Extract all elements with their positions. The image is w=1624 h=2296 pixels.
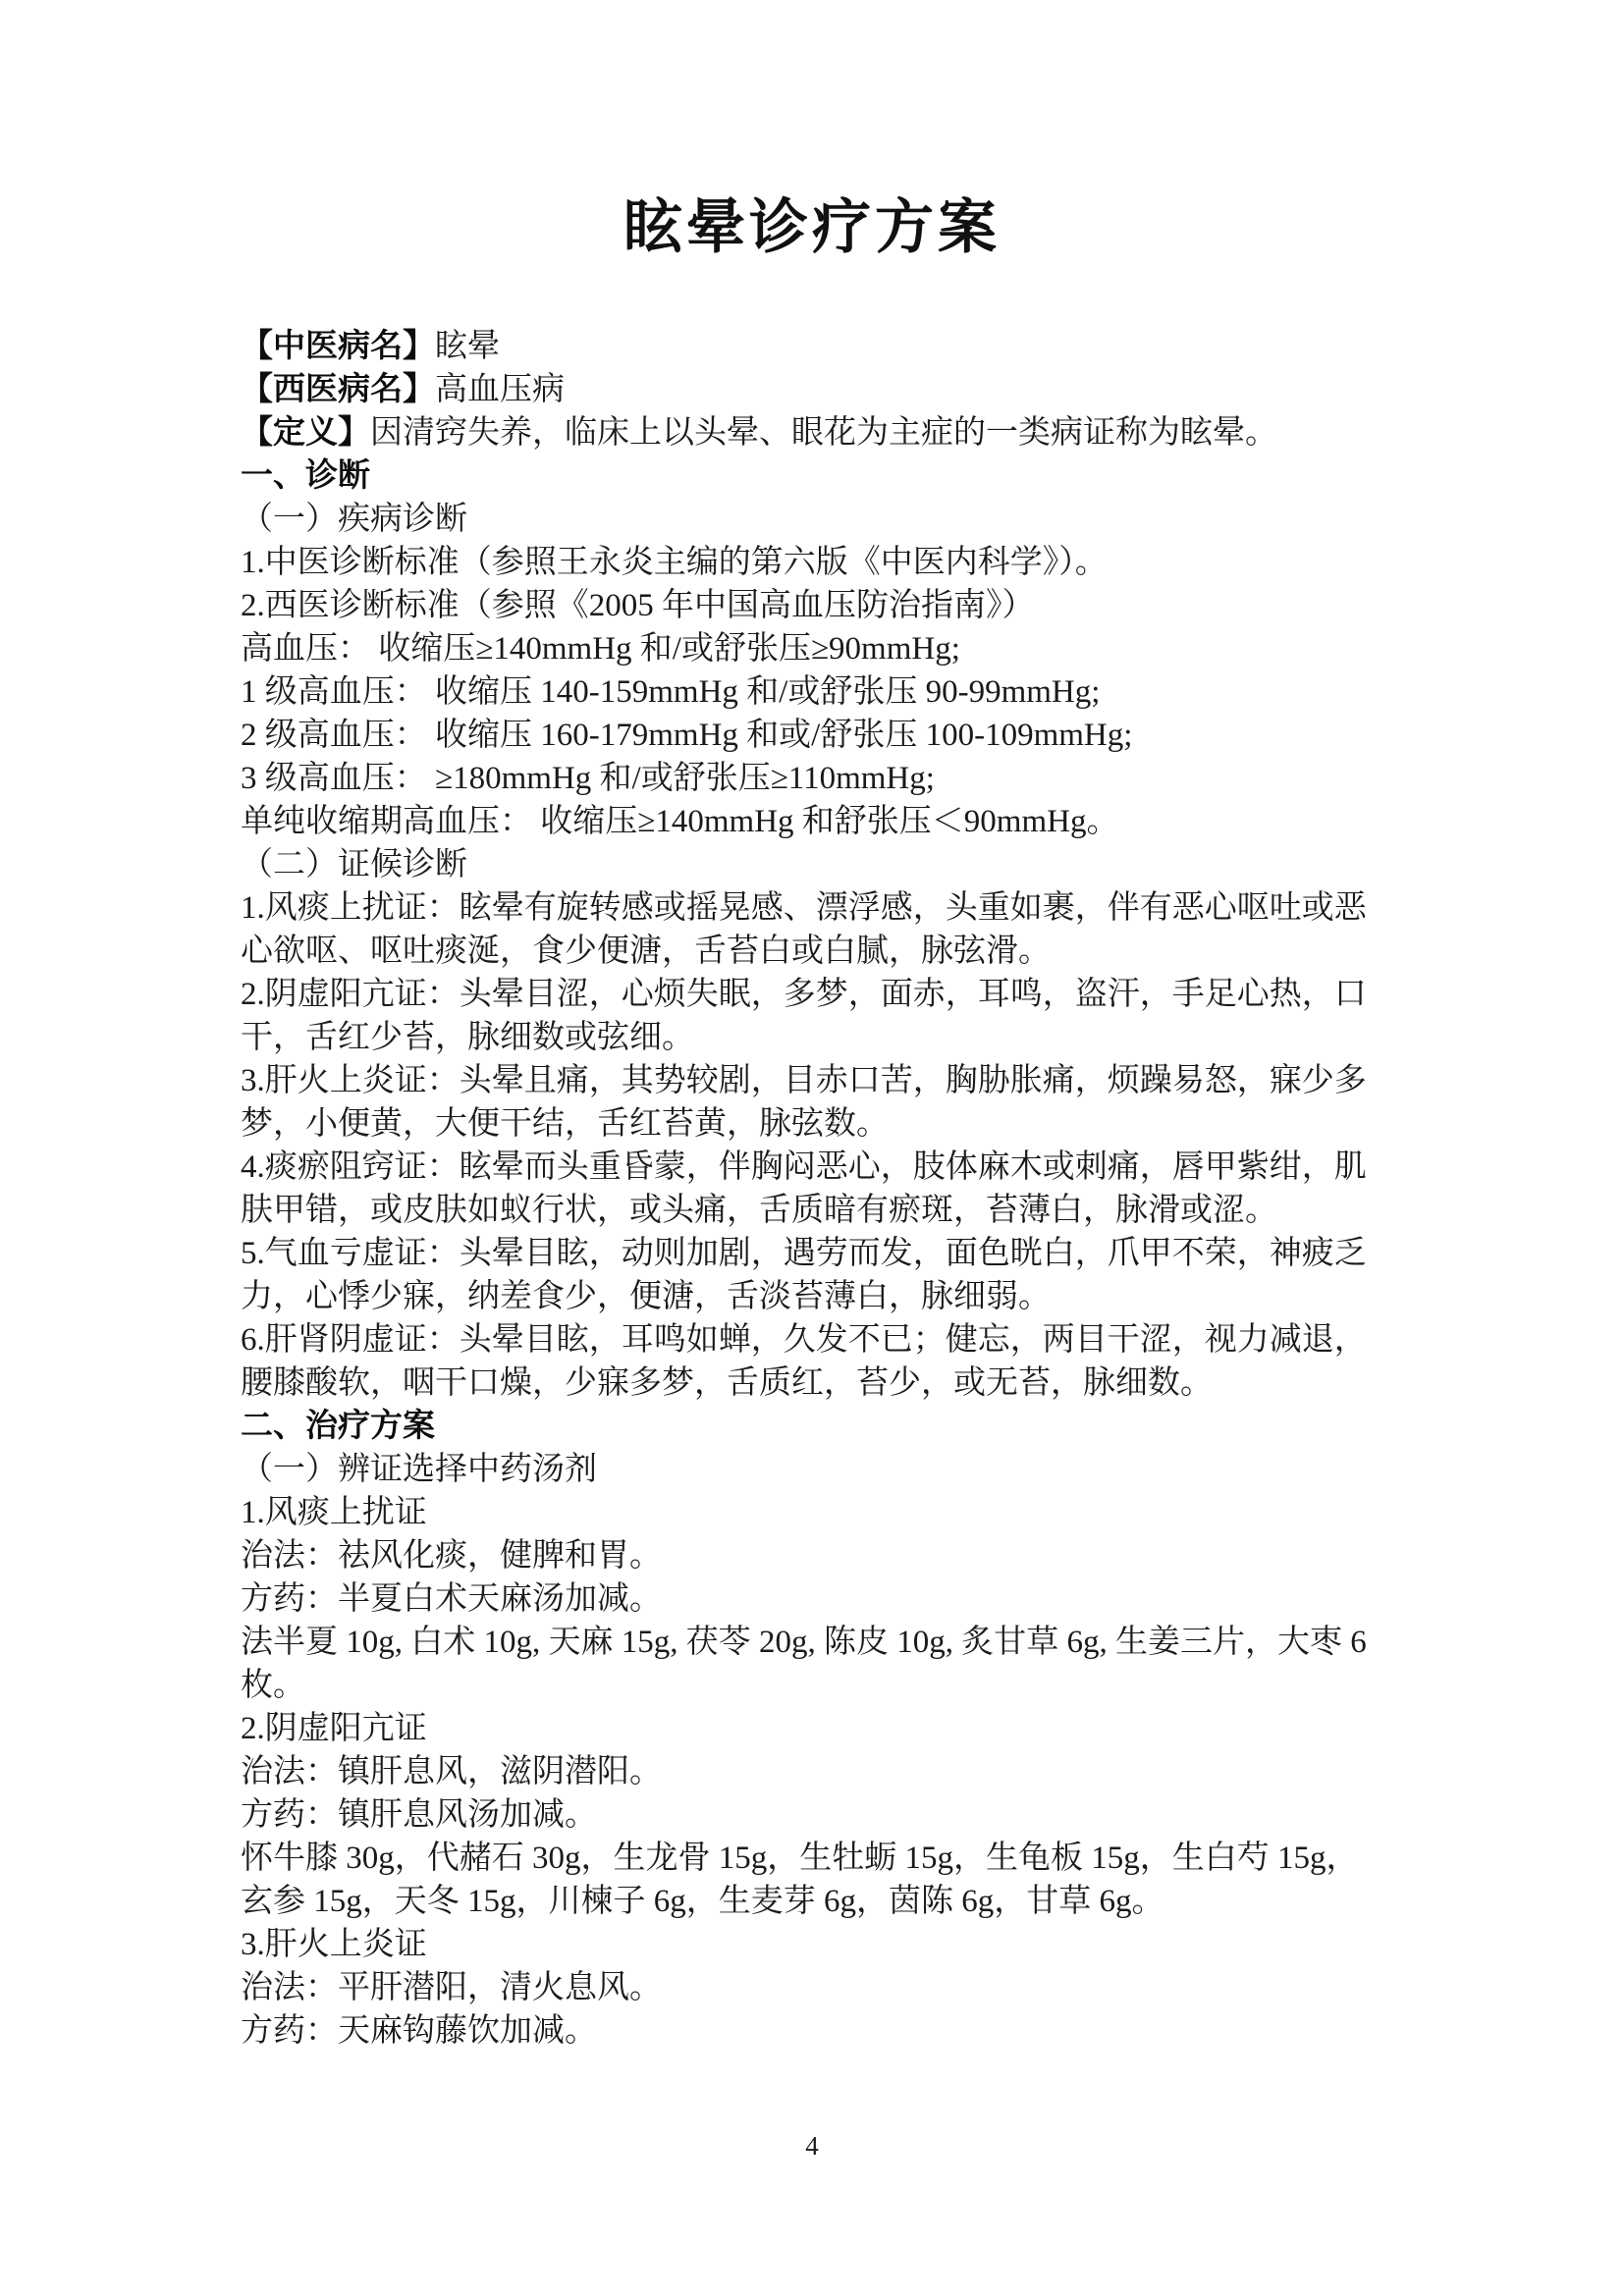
document-line bbox=[241, 714, 1448, 757]
document-line bbox=[241, 800, 1448, 843]
bold-label: 二、治疗方案 bbox=[241, 1409, 435, 1444]
document-line bbox=[241, 1621, 1448, 1664]
document-line bbox=[241, 1059, 1448, 1102]
line-text: 5.气血亏虚证：头晕目眩，动则加剧，遇劳而发，面色晄白，爪甲不荣，神疲乏 bbox=[241, 1236, 1367, 1271]
document-line bbox=[241, 1232, 1448, 1275]
document-line bbox=[241, 1146, 1448, 1189]
page-number: 4 bbox=[805, 2131, 819, 2161]
line-text: 单纯收缩期高血压： 收缩压≥140mmHg 和舒张压＜90mmHg。 bbox=[241, 804, 1119, 839]
document-line bbox=[241, 2009, 1448, 2053]
line-text: 高血压： 收缩压≥140mmHg 和/或舒张压≥90mmHg; bbox=[241, 631, 960, 667]
line-text: （二）证候诊断 bbox=[241, 847, 467, 882]
line-text: 玄参 15g，天冬 15g，川楝子 6g，生麦芽 6g，茵陈 6g，甘草 6g。 bbox=[241, 1884, 1164, 1919]
document-line bbox=[241, 757, 1448, 800]
document-line bbox=[241, 973, 1448, 1016]
line-text: 眩晕 bbox=[435, 329, 500, 364]
line-text: 法半夏 10g, 白术 10g, 天麻 15g, 茯苓 20g, 陈皮 10g, 炙甘草 6g, 生姜三片，大枣 6 bbox=[241, 1625, 1367, 1660]
line-text: 怀牛膝 30g，代赭石 30g，生龙骨 15g，生牡蛎 15g，生龟板 15g，生白芍 15g， bbox=[241, 1841, 1359, 1876]
document-line bbox=[241, 1793, 1448, 1837]
bold-label: 【中医病名】 bbox=[241, 329, 435, 364]
document-line bbox=[241, 1448, 1448, 1491]
document-line bbox=[241, 1966, 1448, 2009]
line-text: 2.阴虚阳亢证：头晕目涩，心烦失眠，多梦，面赤，耳鸣，盗汗，手足心热，口 bbox=[241, 977, 1367, 1012]
line-text: 心欲呕、呕吐痰涎，食少便溏，舌苔白或白腻，脉弦滑。 bbox=[241, 934, 1051, 969]
document-line bbox=[241, 1750, 1448, 1793]
line-text: 高血压病 bbox=[435, 372, 565, 407]
document-line bbox=[241, 325, 1448, 368]
line-text: 因清窍失养，临床上以头晕、眼花为主症的一类病证称为眩晕。 bbox=[370, 415, 1277, 451]
document-line bbox=[241, 1016, 1448, 1059]
document-line bbox=[241, 1318, 1448, 1362]
document-line bbox=[241, 670, 1448, 714]
line-text: 肤甲错，或皮肤如蚁行状，或头痛，舌质暗有瘀斑，苔薄白，脉滑或涩。 bbox=[241, 1193, 1277, 1228]
document-line bbox=[241, 1577, 1448, 1621]
line-text: 3.肝火上炎证 bbox=[241, 1927, 427, 1962]
line-text: 枚。 bbox=[241, 1668, 305, 1703]
line-text: 方药：镇肝息风汤加减。 bbox=[241, 1797, 597, 1833]
line-text: 方药：天麻钩藤饮加减。 bbox=[241, 2013, 597, 2049]
line-text: 4.痰瘀阻窍证：眩晕而头重昏蒙，伴胸闷恶心，肢体麻木或刺痛，唇甲紫绀，肌 bbox=[241, 1149, 1367, 1185]
line-text: 梦，小便黄，大便干结，舌红苔黄，脉弦数。 bbox=[241, 1106, 889, 1142]
line-text: 1.风痰上扰证 bbox=[241, 1495, 427, 1530]
document-line bbox=[241, 1837, 1448, 1880]
document-line bbox=[241, 886, 1448, 930]
line-text: 2 级高血压： 收缩压 160-179mmHg 和或/舒张压 100-109mmHg; bbox=[241, 718, 1133, 753]
line-text: 1 级高血压： 收缩压 140-159mmHg 和/或舒张压 90-99mmHg; bbox=[241, 674, 1101, 710]
line-text: 1.中医诊断标准（参照王永炎主编的第六版《中医内科学》）。 bbox=[241, 545, 1108, 580]
document-line bbox=[241, 454, 1448, 498]
line-text: 3.肝火上炎证：头晕且痛，其势较剧，目赤口苦，胸胁胀痛，烦躁易怒，寐少多 bbox=[241, 1063, 1367, 1098]
line-text: （一）辨证选择中药汤剂 bbox=[241, 1452, 597, 1487]
document-line bbox=[241, 1189, 1448, 1232]
line-text: 治法：镇肝息风，滋阴潜阳。 bbox=[241, 1754, 662, 1789]
document-line bbox=[241, 1405, 1448, 1448]
line-text: 方药：半夏白术天麻汤加减。 bbox=[241, 1581, 662, 1617]
line-text: 腰膝酸软，咽干口燥，少寐多梦，舌质红，苔少，或无苔，脉细数。 bbox=[241, 1365, 1213, 1401]
line-text: 6.肝肾阴虚证：头晕目眩，耳鸣如蝉，久发不已；健忘，两目干涩，视力减退， bbox=[241, 1322, 1367, 1358]
document-line bbox=[241, 1707, 1448, 1750]
line-text: 干，舌红少苔，脉细数或弦细。 bbox=[241, 1020, 694, 1055]
bold-label: 【定义】 bbox=[241, 415, 370, 451]
line-text: 2.西医诊断标准（参照《2005 年中国高血压防治指南》） bbox=[241, 588, 1035, 623]
document-body bbox=[241, 325, 1448, 2053]
document-line bbox=[241, 498, 1448, 541]
line-text: （一）疾病诊断 bbox=[241, 502, 467, 537]
bold-label: 一、诊断 bbox=[241, 458, 370, 494]
document-line bbox=[241, 1491, 1448, 1534]
line-text: 2.阴虚阳亢证 bbox=[241, 1711, 427, 1746]
line-text: 力，心悸少寐，纳差食少，便溏，舌淡苔薄白，脉细弱。 bbox=[241, 1279, 1051, 1314]
document-line bbox=[241, 1923, 1448, 1966]
document-line bbox=[241, 843, 1448, 886]
document-line bbox=[241, 1664, 1448, 1707]
document-line bbox=[241, 930, 1448, 973]
document-line bbox=[241, 1880, 1448, 1923]
document-line bbox=[241, 411, 1448, 454]
line-text: 3 级高血压： ≥180mmHg 和/或舒张压≥110mmHg; bbox=[241, 761, 935, 796]
document-line bbox=[241, 627, 1448, 670]
document-line bbox=[241, 541, 1448, 584]
bold-label: 【西医病名】 bbox=[241, 372, 435, 407]
document-line bbox=[241, 1362, 1448, 1405]
line-text: 治法：平肝潜阳，清火息风。 bbox=[241, 1970, 662, 2005]
document-line bbox=[241, 584, 1448, 627]
document-line bbox=[241, 1534, 1448, 1577]
line-text: 治法：祛风化痰，健脾和胃。 bbox=[241, 1538, 662, 1574]
line-text: 1.风痰上扰证：眩晕有旋转感或摇晃感、漂浮感，头重如裹，伴有恶心呕吐或恶 bbox=[241, 890, 1367, 926]
document-line bbox=[241, 1275, 1448, 1318]
page-title: 眩晕诊疗方案 bbox=[623, 195, 1001, 260]
document-line bbox=[241, 368, 1448, 411]
document-line bbox=[241, 1102, 1448, 1146]
